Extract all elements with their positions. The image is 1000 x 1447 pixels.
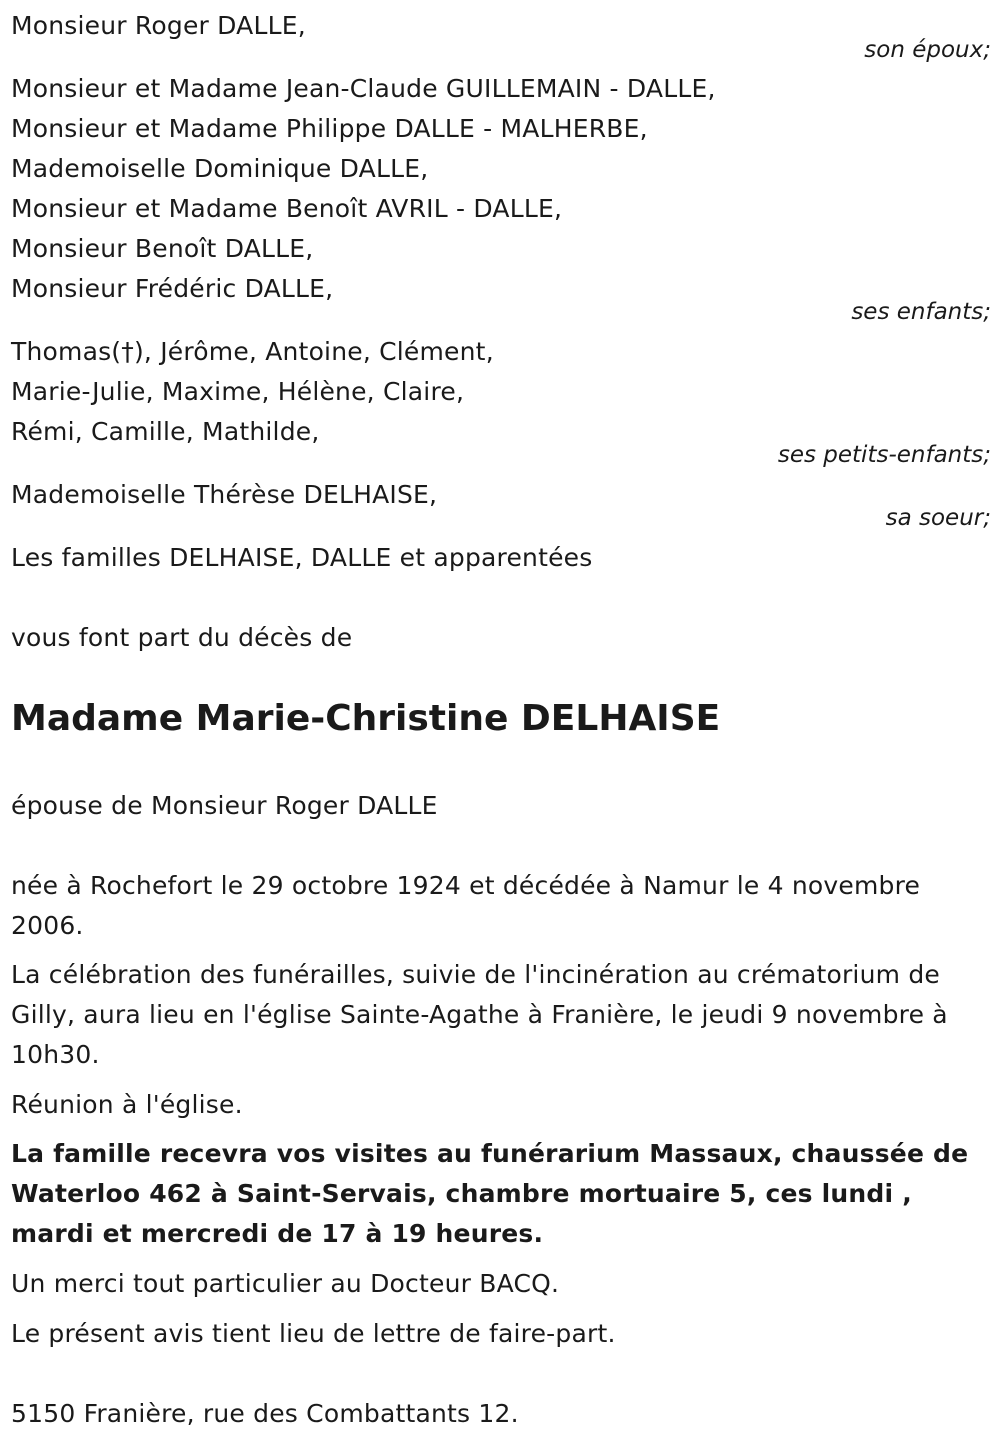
visits-paragraph: La famille recevra vos visites au funérarium Massaux, chaussée de Waterloo 462 à Saint-Servais, chambre mortuaire 5, ces lundi , mardi et mercredi de 17 à 19 heures. — [11, 1139, 969, 1248]
sister-name: Mademoiselle Thérèse DELHAISE, — [11, 480, 438, 509]
funeral-paragraph: La célébration des funérailles, suivie de l'incinération au crématorium de Gilly, aura lieu en l'église Sainte-Agathe à Franière, le jeudi 9 novembre à 10h30. — [11, 960, 948, 1069]
birth-death-paragraph: née à Rochefort le 29 octobre 1924 et décédée à Namur le 4 novembre 2006. — [11, 871, 921, 940]
child-entry: Monsieur et Madame Philippe DALLE - MALHERBE, — [11, 114, 648, 143]
announcement-line: vous font part du décès de — [11, 623, 353, 652]
children-role: ses enfants; — [851, 299, 991, 325]
address-line: 5150 Franière, rue des Combattants 12. — [11, 1399, 519, 1428]
spouse-of-line: épouse de Monsieur Roger DALLE — [11, 791, 438, 820]
thanks-line: Un merci tout particulier au Docteur BACQ. — [11, 1269, 560, 1298]
grandchildren-role: ses petits-enfants; — [777, 442, 991, 468]
child-entry: Monsieur et Madame Jean-Claude GUILLEMAIN - DALLE, — [11, 74, 716, 103]
children-list — [11, 69, 991, 309]
grandchild-entry: Rémi, Camille, Mathilde, — [11, 417, 320, 446]
spouse-role: son époux; — [864, 37, 991, 63]
deceased-name: Madame Marie-Christine DELHAISE — [11, 698, 721, 739]
child-entry: Mademoiselle Dominique DALLE, — [11, 154, 429, 183]
child-entry: Monsieur et Madame Benoît AVRIL - DALLE, — [11, 194, 563, 223]
meeting-line: Réunion à l'église. — [11, 1090, 243, 1119]
child-entry: Monsieur Benoît DALLE, — [11, 234, 314, 263]
grandchild-entry: Thomas(†), Jérôme, Antoine, Clément, — [11, 337, 494, 366]
child-entry: Monsieur Frédéric DALLE, — [11, 274, 334, 303]
spouse-name: Monsieur Roger DALLE, — [11, 11, 306, 40]
grandchildren-list — [11, 332, 991, 452]
notice-line: Le présent avis tient lieu de lettre de faire-part. — [11, 1319, 616, 1348]
families-line: Les familles DELHAISE, DALLE et apparentées — [11, 543, 593, 572]
sister-role: sa soeur; — [885, 505, 991, 531]
grandchild-entry: Marie-Julie, Maxime, Hélène, Claire, — [11, 377, 465, 406]
